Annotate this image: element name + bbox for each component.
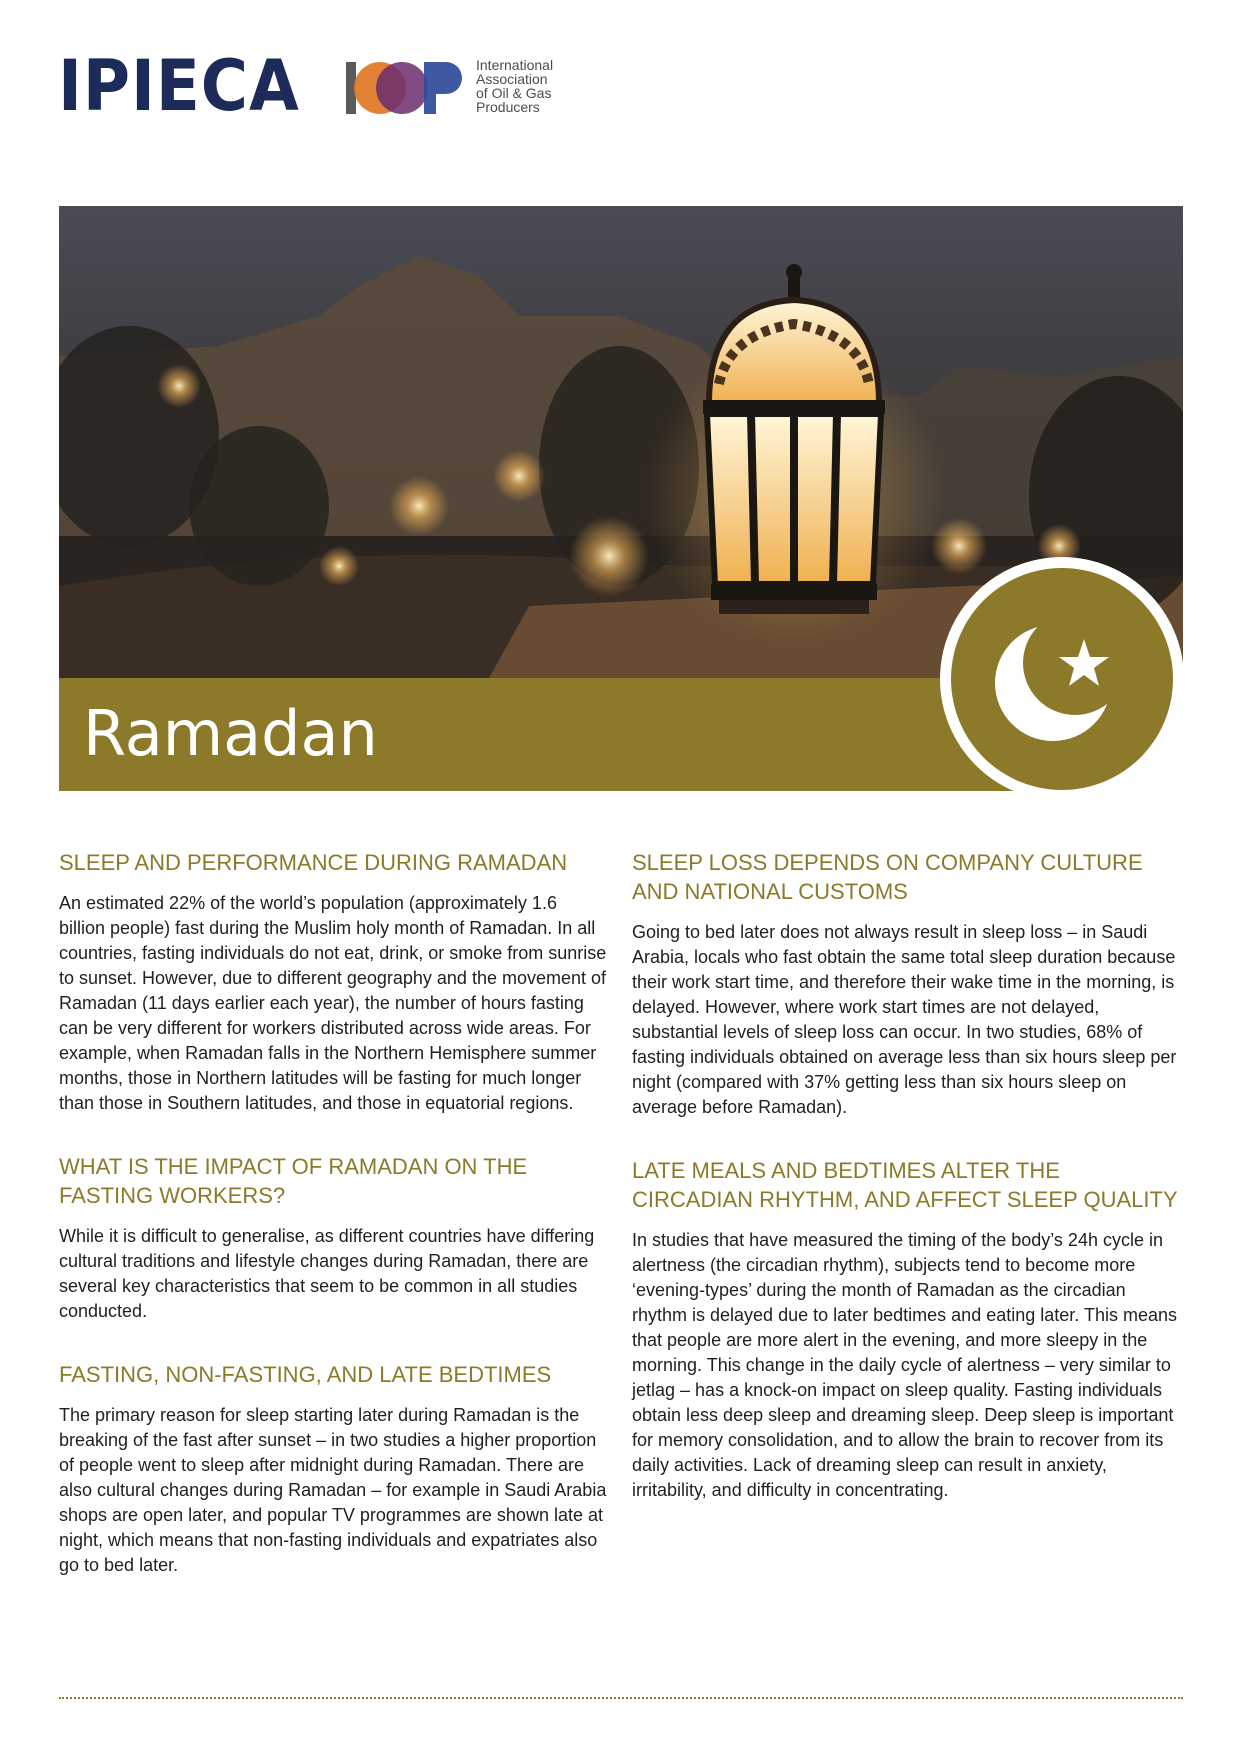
section-heading: FASTING, NON-FASTING, AND LATE BEDTIMES — [59, 1362, 552, 1387]
iogp-logo — [346, 58, 466, 118]
section-body: While it is difficult to generalise, as different countries have differing cultural traditions and lifestyle changes during Ramadan, there are several key characteristics that seem to be common in all studies conducted. — [59, 1226, 595, 1321]
section-heading: SLEEP AND PERFORMANCE DURING RAMADAN — [59, 850, 568, 875]
section-body: The primary reason for sleep starting later during Ramadan is the breaking of the fast after sunset – in two studies a higher proportion of people went to sleep after midnight during Ramadan. There are also cultural changes during Ramadan – for example in Saudi Arabia shops are open later, and popular TV programmes are shown late at night, which means that non-fasting individuals and expatriates also go to bed later. — [59, 1405, 607, 1575]
iogp-name-line: of Oil & Gas — [476, 85, 552, 101]
iogp-name-line: Producers — [476, 99, 540, 115]
page-title: Ramadan — [83, 697, 378, 770]
section-heading: LATE MEALS AND BEDTIMES ALTER THE CIRCADIAN RHYTHM, AND AFFECT SLEEP QUALITY — [632, 1158, 1178, 1212]
iogp-name-line: International — [476, 57, 554, 73]
right-column — [632, 848, 1180, 1503]
section-heading: SLEEP LOSS DEPENDS ON COMPANY CULTURE AND NATIONAL CUSTOMS — [632, 850, 1143, 904]
section-body: An estimated 22% of the world’s population (approximately 1.6 billion people) fast during the Muslim holy month of Ramadan. In all countries, fasting individuals do not eat, drink, or smoke from sunrise to sunset. However, due to different geography and the movement of Ramadan (11 days earlier each year), the number of hours fasting can be very different for workers distributed across wide areas. For example, when Ramadan falls in the Northern Hemisphere summer months, those in Northern latitudes will be fasting for much longer than those in Southern latitudes, and those in equatorial regions. — [59, 893, 607, 1113]
iogp-name-line: Association — [476, 71, 548, 87]
section-body: In studies that have measured the timing of the body’s 24h cycle in alertness (the circadian rhythm), subjects tend to become more ‘evening-types’ during the month of Ramadan as the circadian rhythm is delayed due to later bedtimes and eating later. This means that people are more alert in the evening, and more sleepy in the morning. This change in the daily cycle of alertness – very similar to jetlag – has a knock-on impact on sleep quality. Fasting individuals obtain less deep sleep and dreaming sleep. Deep sleep is important for memory consolidation, and to allow the brain to recover from its daily activities. Lack of dreaming sleep can result in anxiety, irritability, and difficulty in concentrating. — [632, 1230, 1177, 1500]
iogp-name — [476, 58, 586, 114]
footer-divider — [59, 1697, 1183, 1699]
section-body: Going to bed later does not always result in sleep loss – in Saudi Arabia, locals who fast obtain the same total sleep duration because their work start time, and therefore their wake time in the morning, is delayed. However, where work start times are not delayed, substantial levels of sleep loss can occur. In two studies, 68% of fasting individuals obtained on average less than six hours sleep per night (compared with 37% getting less than six hours sleep on average before Ramadan). — [632, 922, 1177, 1117]
left-column — [59, 848, 607, 1578]
crescent-star-icon — [938, 555, 1186, 803]
section-heading: WHAT IS THE IMPACT OF RAMADAN ON THE FASTING WORKERS? — [59, 1154, 528, 1208]
ipieca-logo: IPIECA — [58, 45, 300, 127]
